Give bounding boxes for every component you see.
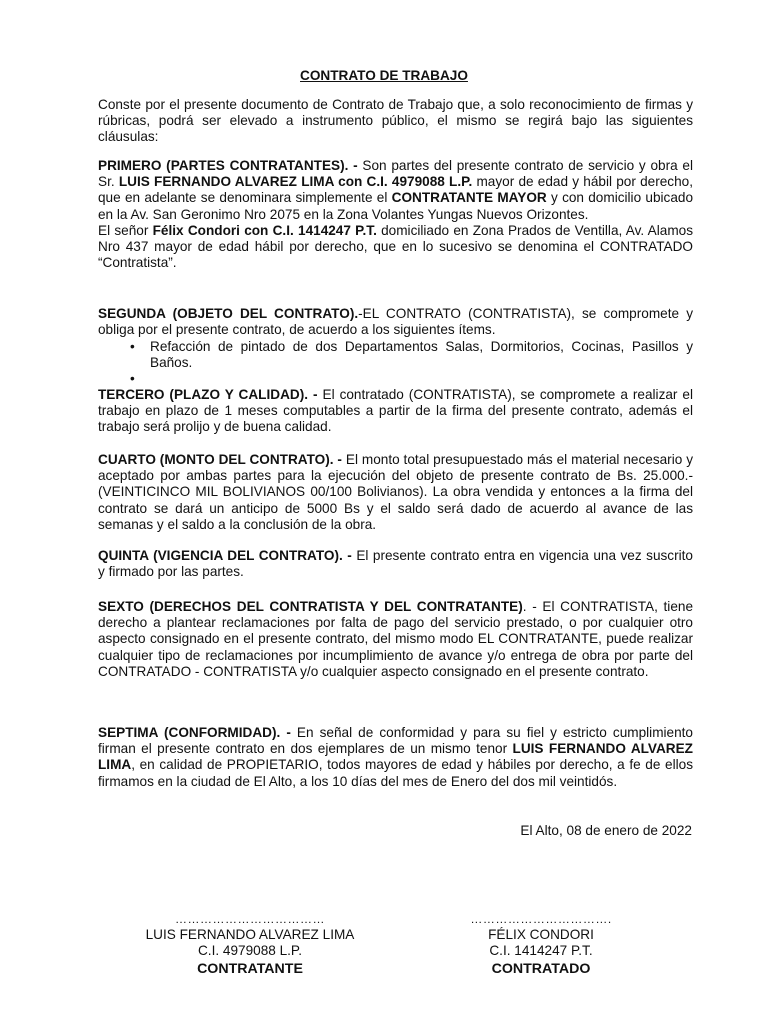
clause-text: El contratado (CONTRATISTA), se compromete a realizar el trabajo en plazo de 1 meses computables a partir de la firma del presente contrato, además el trabajo será prolijo y de buena calidad. [98,387,694,435]
intro-text: Conste por el presente documento de Contrato de Trabajo que, a solo reconocimiento de firmas y rúbricas, podrá ser elevado a instrumento público, el mismo se regirá bajo las siguientes cláusulas: [98,97,693,145]
clause-tercero [98,387,693,436]
clause-heading: QUINTA (VIGENCIA DEL CONTRATO). - [98,548,352,563]
signature-line: ……………………………… [175,912,325,926]
clause-text: El presente contrato entra en vigencia una vez suscrito y firmado por las partes. [98,548,693,580]
clause-text: . - El CONTRATISTA, tiene derecho a plantear reclamaciones por falta de pago del servicio prestado, o por cualquier otro aspecto consignado en el presente contrato, del mismo modo EL CONTRATANTE, puede realizar cualquier tipo de reclamaciones por incumplimiento de avance y/o entrega de obra por parte del CONTRATADO - CONTRATISTA y/o cualquier aspecto consignado en el presente contrato. [98,599,693,679]
signature-block-left [100,911,400,977]
clause-primero [98,158,693,271]
clause-text: Son partes del presente contrato de servicio y obra el Sr. [98,158,693,190]
clause-heading: CUARTO (MONTO DEL CONTRATO). - [98,452,342,467]
clause-quinta [98,548,693,580]
signing-date: El Alto, 08 de enero de 2022 [520,823,692,838]
clause-text: y con domicilio ubicado en la Av. San Geronimo Nro 2075 en la Zona Volantes Yungas Nuevos Orizontes. [98,190,694,222]
clause-text: mayor de edad y hábil por derecho, que en adelante se denominara simplemente el [98,174,693,206]
intro-paragraph [98,97,693,146]
clause-text: El señor [98,222,149,238]
clause-heading: SEGUNDA (OBJETO DEL CONTRATO). [98,306,359,321]
party-name: Félix Condori con C.I. 1414247 P.T. [152,222,377,238]
signer-role: CONTRATADO [491,960,591,977]
signer-name: FÉLIX CONDORI [488,927,594,943]
clause-heading: PRIMERO (PARTES CONTRATANTES). - [98,158,358,173]
clause-text: , en calidad de PROPIETARIO, todos mayores de edad y hábiles por derecho, a fe de ellos firmamos en la ciudad de El Alto, a los 10 días del mes de Enero del dos mil veintidós. [98,757,693,789]
list-item-text: Refacción de pintado de dos Departamentos Salas, Dormitorios, Cocinas, Pasillos y Baños. [150,339,693,371]
clause-segunda [98,306,693,338]
signer-ci: C.I. 4979088 L.P. [197,943,303,959]
party-name: LUIS FERNANDO ALVAREZ LIMA [98,741,693,773]
clause-sexto [98,599,693,680]
clause-text: En señal de conformidad y para su fiel y estricto cumplimiento firman el presente contrato en dos ejemplares de un mismo tenor [98,725,693,757]
clause-heading: SEPTIMA (CONFORMIDAD). - [98,725,291,740]
bullet-icon: • [130,339,135,354]
list-item [130,339,693,371]
signer-role: CONTRATANTE [197,960,303,977]
clause-heading: TERCERO (PLAZO Y CALIDAD). - [98,387,318,402]
clause-text: domiciliado en Zona Prados de Ventilla, Av. Alamos Nro 437 mayor de edad hábil por derecho, que en lo sucesivo se denomina el CONTRATADO “Contratista”. [98,222,693,271]
document-title: CONTRATO DE TRABAJO [300,68,468,83]
bullet-icon: • [130,371,135,386]
party-role: CONTRATANTE MAYOR [391,190,547,206]
clause-heading: SEXTO (DERECHOS DEL CONTRATISTA Y DEL CONTRATANTE) [98,599,523,614]
signer-ci: C.I. 1414247 P.T. [489,943,593,959]
clause-text: -EL CONTRATO (CONTRATISTA), se compromete y obliga por el presente contrato, de acuerdo a los siguientes ítems. [98,306,693,338]
signature-line: ……………………………. [470,912,612,926]
party-name: LUIS FERNANDO ALVAREZ LIMA con C.I. 4979088 L.P. [118,174,473,190]
signature-block-right [391,911,691,977]
clause-septima [98,725,693,790]
clause-text: El monto total presupuestado más el material necesario y aceptado por ambas partes para la ejecución del objeto de presente contrato de Bs. 25.000.- (VEINTICINCO MIL BOLIVIANOS 00/100 Bolivianos). La obra vendida y entonces a la firma del contrato se dará un anticipo de 5000 Bs y el saldo será dado de acuerdo al avance de las semanas y el saldo a la conclusión de la obra. [98,452,693,532]
signer-name: LUIS FERNANDO ALVAREZ LIMA [145,927,355,943]
clause-cuarto [98,452,693,533]
